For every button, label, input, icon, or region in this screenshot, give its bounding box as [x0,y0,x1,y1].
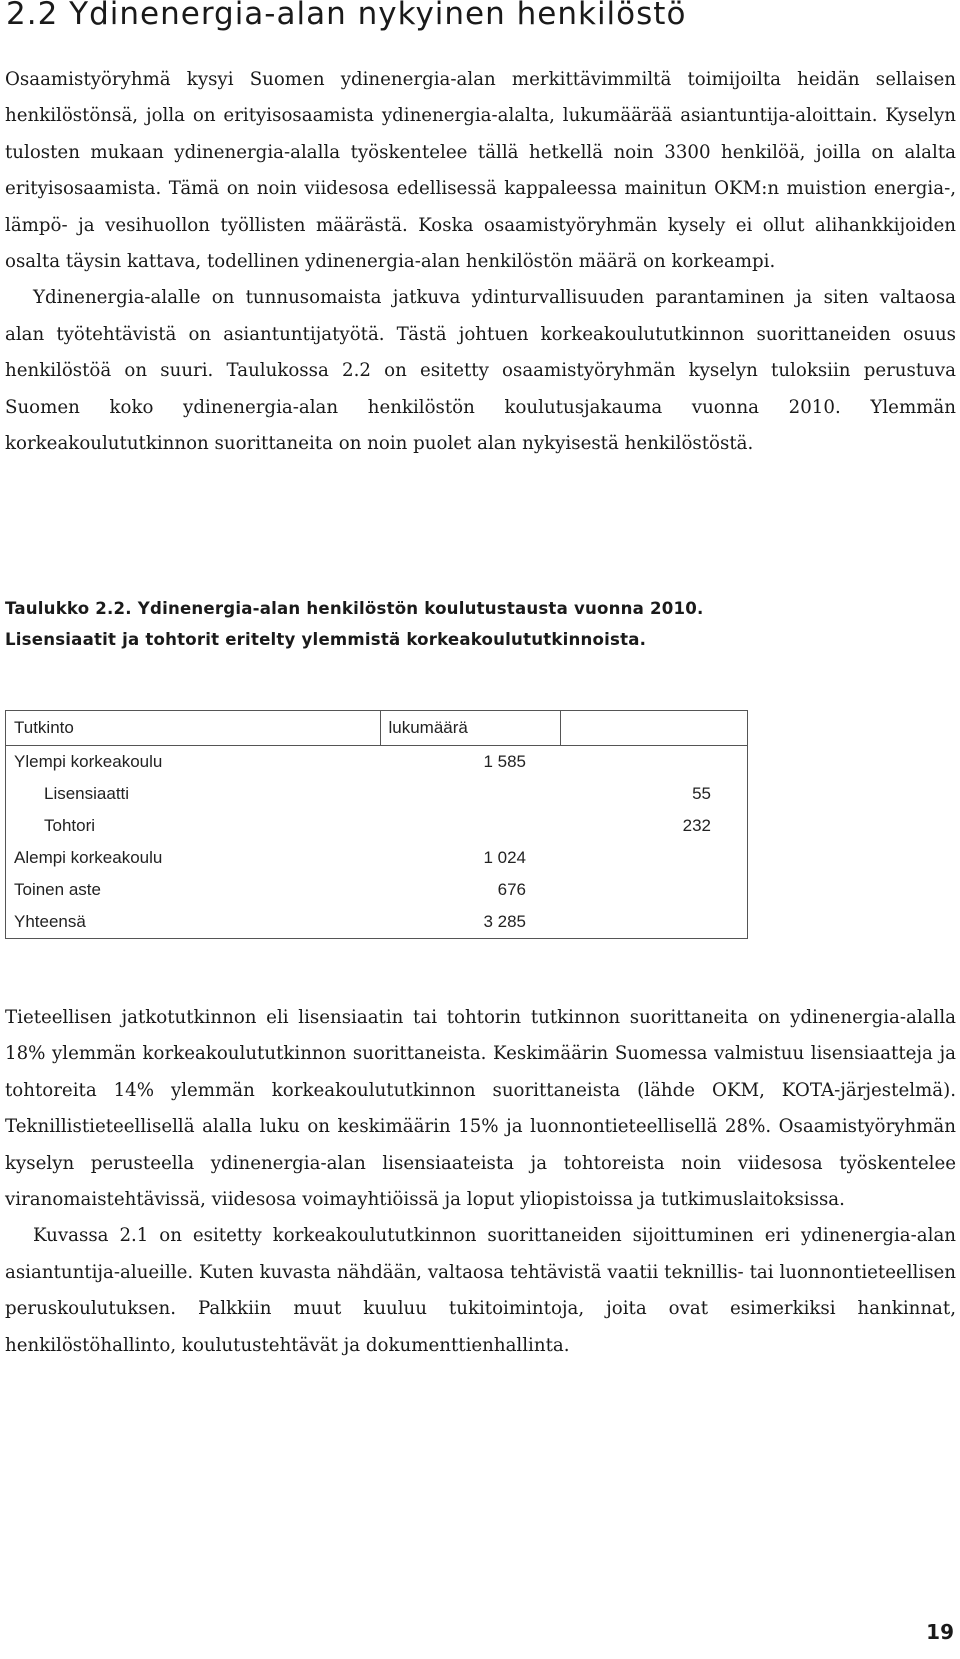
paragraph: Kuvassa 2.1 on esitetty korkeakoulututkinnon suorittaneiden sijoittuminen eri ydinenergia-alan asiantuntija-alueille. Kuten kuvasta nähdään, valtaosa tehtävistä vaatii teknillis- tai luonnontieteellisen peruskoulutuksen. Palkkiin muut kuuluu tukitoimintoja, joita ovat esimerkiksi hankinnat, henkilöstöhallinto, koulutustehtävät ja dokumenttienhallinta. [5,1225,956,1356]
row-count: 676 [497,880,526,899]
table-row [6,874,748,906]
table-row [6,746,748,779]
row-count: 1 024 [483,848,526,867]
header-empty [560,711,748,746]
row-count: 1 585 [483,752,526,771]
paragraph: Osaamistyöryhmä kysyi Suomen ydinenergia-alan merkittävimmiltä toimijoilta heidän sellaisen henkilöstönsä, jolla on erityisosaamista ydinenergia-alalta, lukumäärää asiantuntija-aloittain. Kyselyn tulosten mukaan ydinenergia-alalla työskentelee tällä hetkellä noin 3300 henkilöä, joilla on alalta erityisosaamista. Tämä on noin viidesosa edellisessä kappaleessa mainitun OKM:n muistion energia-, lämpö- ja vesihuollon työllisten määrästä. Koska osaamistyöryhmän kysely ei ollut alihankkijoiden osalta täysin kattava, todellinen ydinenergia-alan henkilöstön määrä on korkeampi. [5,69,956,273]
row-sub-count [560,906,748,939]
outro-text [5,1000,956,1364]
education-table [5,710,748,939]
paragraph: Ydinenergia-alalle on tunnusomaista jatkuva ydinturvallisuuden parantaminen ja siten valtaosa alan työtehtävistä on asiantuntijatyötä. Tästä johtuen korkeakoulututkinnon suorittaneiden osuus henkilöstöä on suuri. Taulukossa 2.2 on esitetty osaamistyöryhmän kyselyn tuloksiin perustuva Suomen koko ydinenergia-alan henkilöstön koulutusjakauma vuonna 2010. Ylemmän korkeakoulututkinnon suorittaneita on noin puolet alan nykyisestä henkilöstöstä. [5,287,956,455]
row-label: Lisensiaatti [44,784,130,803]
row-count [380,810,560,842]
table-header-row [6,711,748,746]
section-heading: 2.2 Ydinenergia-alan nykyinen henkilöstö [6,0,687,32]
row-label: Alempi korkeakoulu [14,848,163,867]
row-label: Tohtori [44,816,96,835]
header-tutkinto: Tutkinto [6,711,381,746]
paragraph: Tieteellisen jatkotutkinnon eli lisensiaatin tai tohtorin tutkinnon suorittaneita on ydinenergia-alalla 18% ylemmän korkeakoulututkinnon suorittaneista. Keskimäärin Suomessa valmistuu lisensiaatteja ja tohtoreita 14% ylemmän korkeakoulututkinnon suorittaneista (lähde OKM, KOTA-järjestelmä). Teknillistieteellisellä alalla luku on keskimäärin 15% ja luonnontieteellisellä 28%. Osaamistyöryhmän kyselyn perusteella ydinenergia-alan lisensiaateista ja tohtoreista noin viidesosa työskentelee viranomaistehtävissä, viidesosa voimayhtiöissä ja loput yliopistoissa ja tutkimuslaitoksissa. [5,1007,956,1211]
row-label: Ylempi korkeakoulu [14,752,163,771]
table-caption [5,593,925,655]
row-count [380,778,560,810]
table-caption-line: Taulukko 2.2. Ydinenergia-alan henkilöstön koulutustausta vuonna 2010. [5,599,704,618]
row-sub-count [560,746,748,779]
row-sub-count [560,842,748,874]
table-row [6,810,748,842]
row-sub-count: 232 [682,816,711,835]
row-count: 3 285 [380,906,560,939]
intro-text [5,62,956,462]
table-row [6,842,748,874]
table-caption-line: Lisensiaatit ja tohtorit eritelty ylemmistä korkeakoulututkinnoista. [5,630,647,649]
row-label: Yhteensä [6,906,381,939]
header-lukumaara: lukumäärä [380,711,560,746]
row-label: Toinen aste [14,880,101,899]
row-sub-count [560,874,748,906]
table-row [6,778,748,810]
table-row [6,906,748,939]
row-sub-count: 55 [692,784,711,803]
page-number: 19 [926,1620,954,1644]
